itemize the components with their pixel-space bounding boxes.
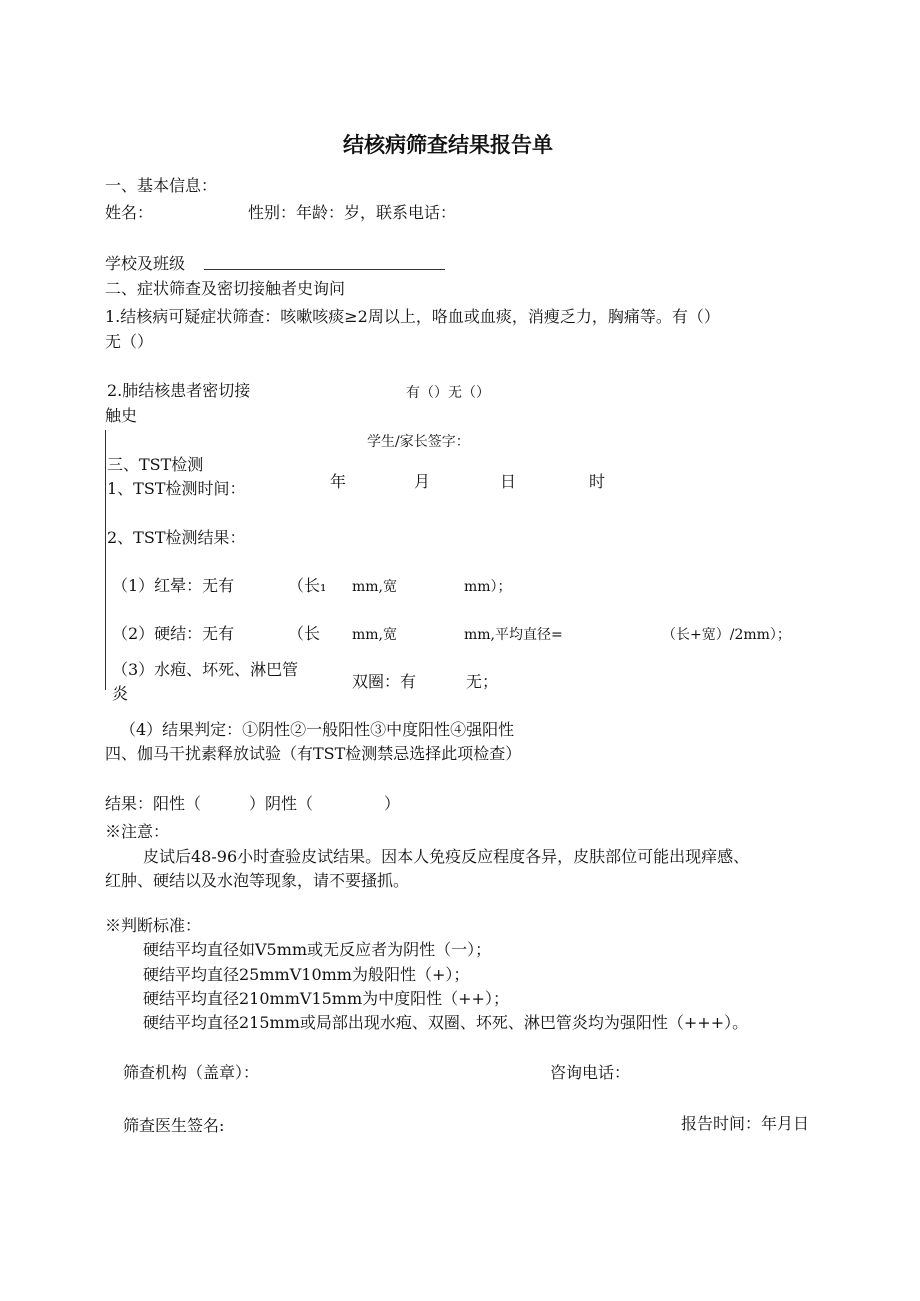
signature-label: 学生/家长签字： — [367, 434, 470, 450]
symptom-question: 1.结核病可疑症状筛查：咳嗽咳痰≥2周以上，咯血或血痰，消瘦乏力，胸痛等。有（） — [105, 307, 720, 326]
symptom-question-none: 无（） — [105, 332, 154, 351]
consult-phone-label: 咨询电话： — [550, 1063, 631, 1082]
result-judgement: （4）结果判定：①阴性②一般阳性③中度阳性④强阳性 — [120, 720, 515, 739]
section3-heading: 三、TST检测 — [107, 455, 204, 474]
redness-length: （长₁ — [288, 576, 327, 595]
redness-label: （1）红晕：无有 — [112, 576, 235, 595]
blister-label: （3）水疱、坏死、淋巴管 — [112, 660, 299, 679]
induration-formula: （长+宽）/2mm）； — [662, 627, 791, 643]
doctor-signature-label: 筛查医生签名: — [123, 1116, 225, 1135]
induration-label: （2）硬结：无有 — [112, 624, 235, 643]
section1-heading: 一、基本信息： — [105, 176, 218, 195]
contact-history-label: 2.肺结核患者密切接 — [107, 381, 251, 400]
induration-length: （长 — [288, 624, 321, 643]
redness-end: mm）； — [464, 579, 512, 595]
igra-result-label: 结果：阳性（ — [105, 794, 202, 813]
notes-line-2: 红肿、硬结以及水泡等现象，请不要搔抓。 — [105, 871, 410, 890]
tst-result-label: 2、TST检测结果： — [107, 528, 246, 547]
criteria-item: 硬结平均直径25mmV10mm为般阳性（+）； — [143, 965, 470, 984]
criteria-item: 硬结平均直径215mm或局部出现水疱、双圈、坏死、淋巴管炎均为强阳性（+++）。 — [143, 1013, 749, 1032]
double-ring-label: 双圈：有 — [352, 672, 417, 691]
induration-avg-diameter: mm,平均直径= — [464, 627, 563, 643]
blister-label-cut: 炎 — [112, 684, 129, 703]
criteria-item: 硬结平均直径210mmV15mm为中度阳性（++）； — [143, 989, 509, 1008]
left-border-line — [105, 430, 106, 690]
time-unit-month: 月 — [414, 472, 431, 491]
contact-history-label-cont: 触史 — [105, 406, 138, 425]
name-label: 姓名： — [105, 203, 154, 222]
blister-label-clip — [107, 656, 347, 703]
tst-time-label: 1、TST检测时间： — [107, 479, 246, 498]
time-unit-hour: 时 — [589, 472, 606, 491]
screening-org-label: 筛查机构（盖章）： — [123, 1063, 260, 1082]
induration-width: mm,宽 — [352, 627, 398, 643]
section4-heading: 四、伽马干扰素释放试验（有TST检测禁忌选择此项检查） — [105, 744, 522, 763]
school-underline — [204, 269, 445, 270]
contact-history-options: 有（）无（） — [406, 385, 490, 401]
basic-info-line: 性别：年龄：岁，联系电话： — [248, 203, 457, 222]
redness-width: mm,宽 — [352, 579, 398, 595]
igra-negative-label: ）阴性（ — [249, 794, 314, 813]
criteria-item: 硬结平均直径如V5mm或无反应者为阴性（一）； — [143, 940, 492, 959]
time-unit-year: 年 — [330, 472, 347, 491]
criteria-heading: ※判断标准： — [105, 916, 202, 935]
time-unit-day: 日 — [500, 472, 517, 491]
page-title: 结核病筛查结果报告单 — [343, 133, 553, 157]
double-ring-none: 无； — [466, 672, 499, 691]
section2-heading: 二、症状筛查及密切接触者史询问 — [105, 279, 346, 298]
school-label: 学校及班级 — [105, 254, 186, 273]
report-time-label: 报告时间：年月日 — [681, 1114, 810, 1133]
notes-line-1: 皮试后48-96小时查验皮试结果。因本人免疫反应程度各异，皮肤部位可能出现痒感、 — [143, 847, 750, 866]
igra-result-end: ） — [384, 794, 401, 813]
notes-heading: ※注意： — [105, 822, 170, 841]
